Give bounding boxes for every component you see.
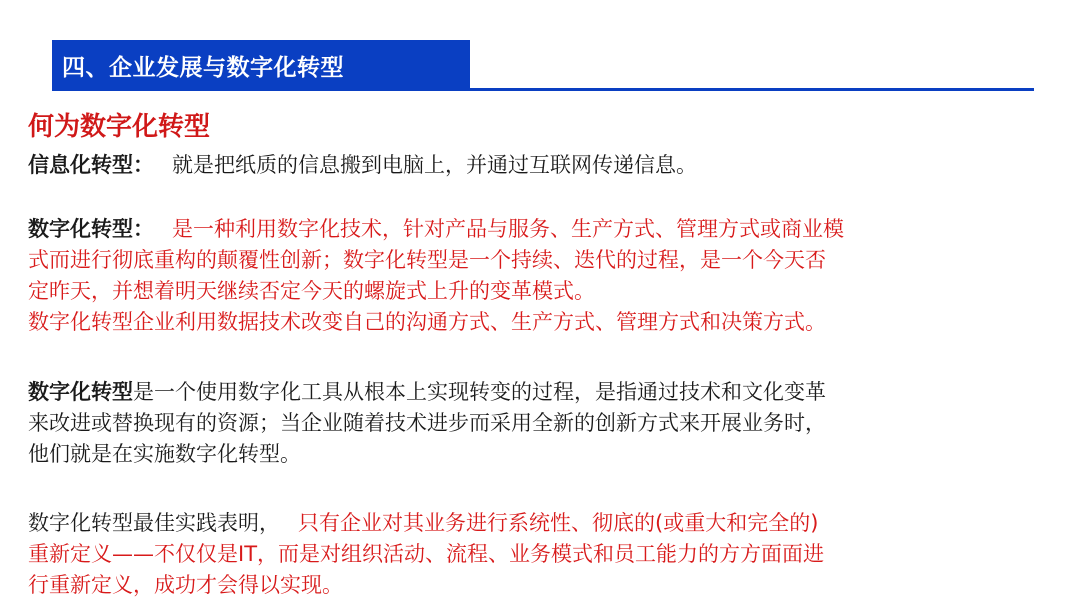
digitalization-label: 数字化转型： bbox=[28, 217, 154, 241]
page-heading: 何为数字化转型 bbox=[28, 112, 211, 142]
process-term: 数字化转型 bbox=[28, 380, 133, 404]
digitalization-line-3: 定昨天，并想着明天继续否定今天的螺旋式上升的变革模式。 bbox=[28, 279, 595, 303]
best-practice-paragraph bbox=[28, 508, 1056, 601]
informatization-text: 就是把纸质的信息搬到电脑上，并通过互联网传递信息。 bbox=[172, 153, 697, 177]
digitalization-paragraph bbox=[28, 214, 1056, 338]
section-title: 四、企业发展与数字化转型 bbox=[62, 54, 344, 81]
digitalization-line-2: 式而进行彻底重构的颠覆性创新；数字化转型是一个持续、迭代的过程，是一个今天否 bbox=[28, 248, 826, 272]
informatization-paragraph bbox=[28, 150, 1056, 181]
best-practice-lead: 数字化转型最佳实践表明， bbox=[28, 511, 280, 535]
section-title-bar bbox=[52, 40, 470, 90]
best-practice-line-2: 重新定义——不仅仅是IT，而是对组织活动、流程、业务模式和员工能力的方方面面进 bbox=[28, 542, 825, 566]
title-underline bbox=[52, 88, 1034, 91]
process-line-2: 来改进或替换现有的资源；当企业随着技术进步而采用全新的创新方式来开展业务时， bbox=[28, 411, 826, 435]
process-paragraph bbox=[28, 377, 1056, 470]
digitalization-line-4: 数字化转型企业利用数据技术改变自己的沟通方式、生产方式、管理方式和决策方式。 bbox=[28, 310, 826, 334]
process-line-1 bbox=[28, 377, 1056, 408]
digitalization-text-1: 是一种利用数字化技术，针对产品与服务、生产方式、管理方式或商业模 bbox=[172, 217, 844, 241]
best-practice-text-1: 只有企业对其业务进行系统性、彻底的(或重大和完全的) bbox=[298, 511, 819, 535]
best-practice-line-3: 行重新定义，成功才会得以实现。 bbox=[28, 573, 343, 597]
digitalization-line-1 bbox=[28, 214, 1056, 245]
process-line-3: 他们就是在实施数字化转型。 bbox=[28, 442, 301, 466]
process-text-1: 是一个使用数字化工具从根本上实现转变的过程，是指通过技术和文化变革 bbox=[133, 380, 826, 404]
informatization-label: 信息化转型： bbox=[28, 153, 154, 177]
informatization-line bbox=[28, 150, 1056, 181]
best-practice-line-1 bbox=[28, 508, 1056, 539]
